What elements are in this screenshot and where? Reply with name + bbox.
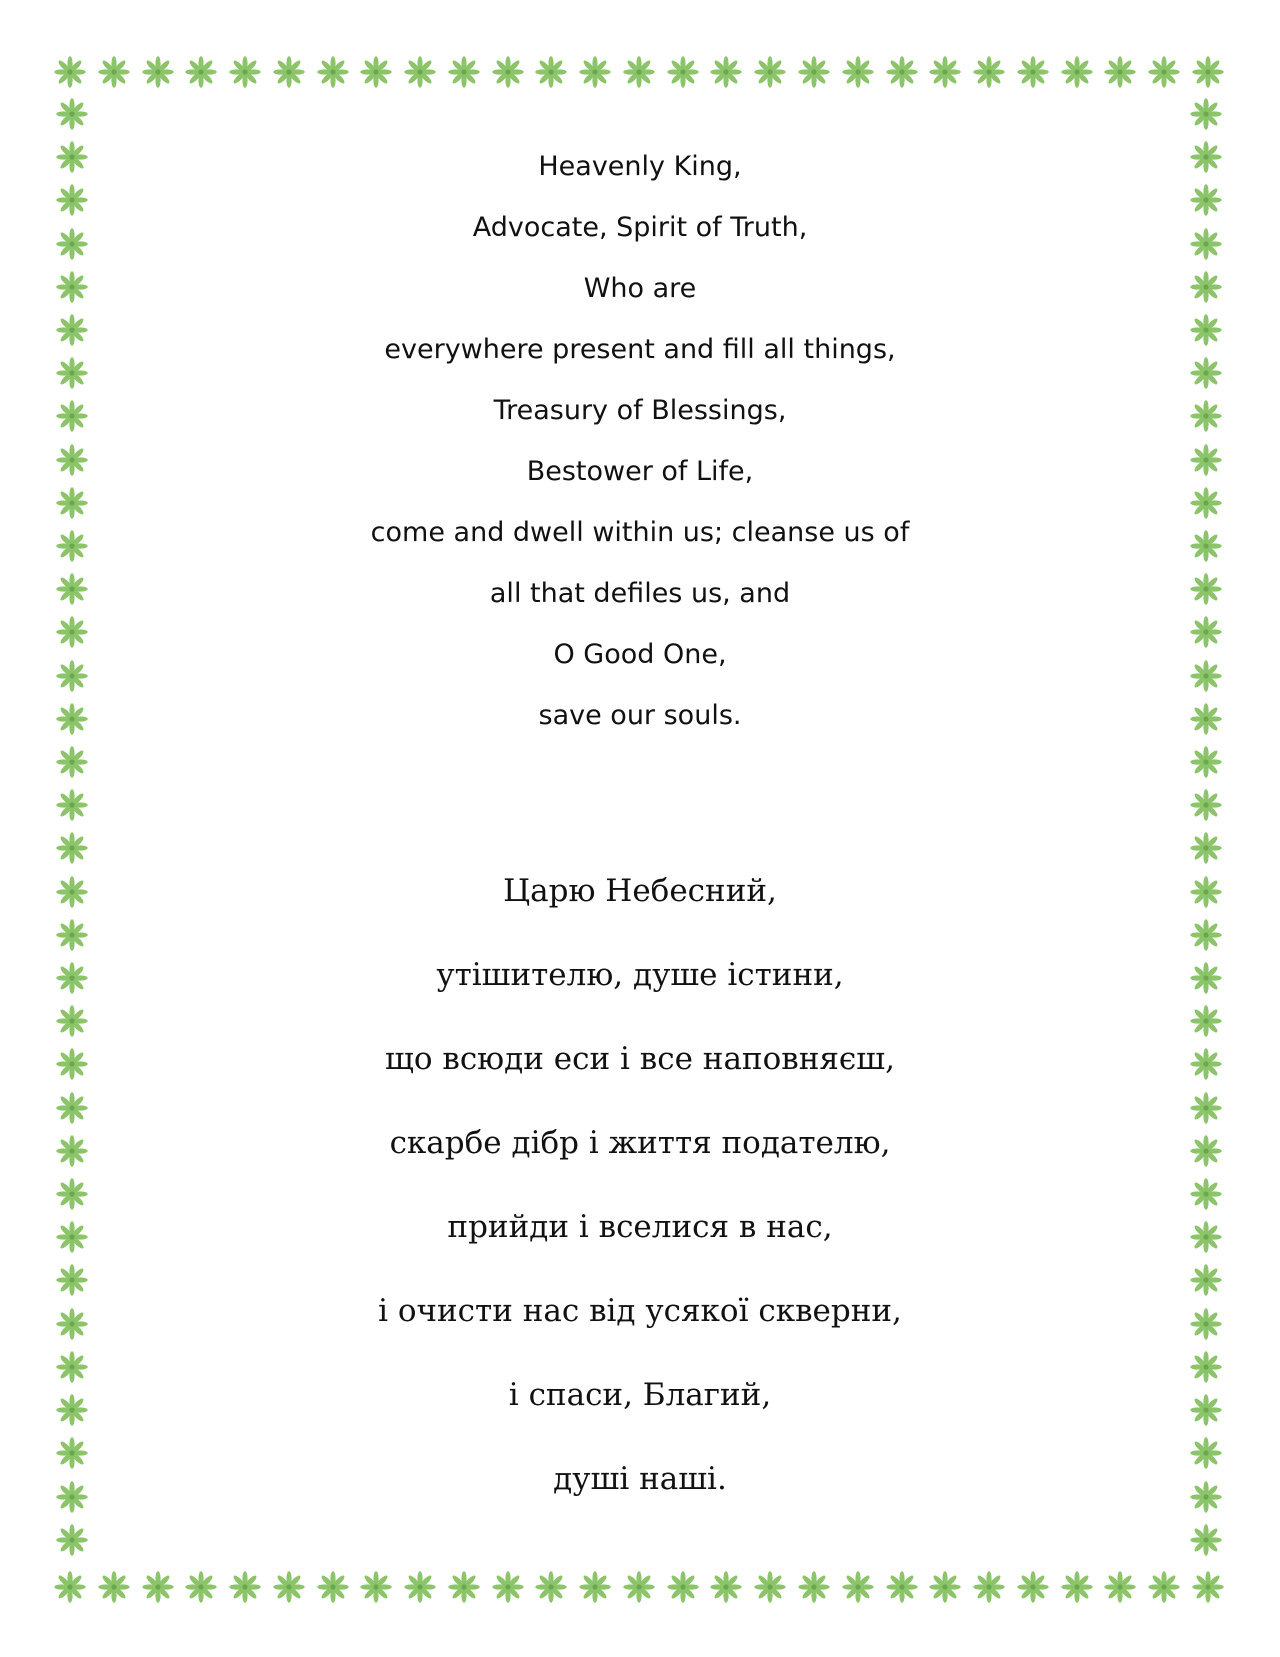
- green-flower-icon: [54, 96, 90, 132]
- decorative-border-bottom: [52, 1565, 1226, 1609]
- green-flower-icon: [796, 1569, 832, 1605]
- green-flower-icon: [1188, 398, 1224, 434]
- green-flower-icon: [54, 1046, 90, 1082]
- green-flower-icon: [1102, 1569, 1138, 1605]
- green-flower-icon: [54, 312, 90, 348]
- decorative-border-right: [1184, 96, 1228, 1558]
- green-flower-icon: [621, 54, 657, 90]
- green-flower-icon: [533, 54, 569, 90]
- green-flower-icon: [446, 1569, 482, 1605]
- prayer-line-en: O Good One,: [553, 639, 727, 670]
- green-flower-icon: [1188, 571, 1224, 607]
- prayer-line-uk: прийди і вселися в нас,: [447, 1209, 833, 1245]
- green-flower-icon: [1188, 485, 1224, 521]
- green-flower-icon: [54, 614, 90, 650]
- green-flower-icon: [54, 701, 90, 737]
- green-flower-icon: [490, 1569, 526, 1605]
- green-flower-icon: [1188, 830, 1224, 866]
- green-flower-icon: [54, 830, 90, 866]
- green-flower-icon: [1188, 1176, 1224, 1212]
- green-flower-icon: [1188, 182, 1224, 218]
- green-flower-icon: [54, 1479, 90, 1515]
- green-flower-icon: [1188, 312, 1224, 348]
- green-flower-icon: [358, 54, 394, 90]
- green-flower-icon: [54, 1219, 90, 1255]
- green-flower-icon: [752, 54, 788, 90]
- green-flower-icon: [52, 1569, 88, 1605]
- prayer-line-en: come and dwell within us; cleanse us of: [370, 517, 910, 548]
- decorative-border-top: [52, 50, 1226, 94]
- prayer-line-uk: Царю Небесний,: [503, 873, 777, 909]
- green-flower-icon: [54, 226, 90, 262]
- green-flower-icon: [1188, 1349, 1224, 1385]
- green-flower-icon: [1015, 1569, 1051, 1605]
- green-flower-icon: [271, 54, 307, 90]
- green-flower-icon: [54, 1435, 90, 1471]
- green-flower-icon: [54, 182, 90, 218]
- prayer-english: [300, 148, 980, 758]
- green-flower-icon: [54, 787, 90, 823]
- green-flower-icon: [971, 1569, 1007, 1605]
- green-flower-icon: [54, 1522, 90, 1558]
- green-flower-icon: [402, 54, 438, 90]
- green-flower-icon: [708, 54, 744, 90]
- green-flower-icon: [140, 54, 176, 90]
- green-flower-icon: [1059, 54, 1095, 90]
- prayer-line-en: Treasury of Blessings,: [493, 395, 787, 426]
- green-flower-icon: [1188, 1435, 1224, 1471]
- prayer-line-uk: утішителю, душе істини,: [436, 957, 844, 993]
- green-flower-icon: [533, 1569, 569, 1605]
- green-flower-icon: [1188, 355, 1224, 391]
- green-flower-icon: [1102, 54, 1138, 90]
- green-flower-icon: [54, 874, 90, 910]
- green-flower-icon: [1188, 1479, 1224, 1515]
- green-flower-icon: [54, 1133, 90, 1169]
- green-flower-icon: [1146, 1569, 1182, 1605]
- prayer-line-en: Advocate, Spirit of Truth,: [472, 212, 808, 243]
- green-flower-icon: [54, 917, 90, 953]
- prayer-line-uk: що всюди еси і все наповняєш,: [385, 1041, 895, 1077]
- green-flower-icon: [183, 1569, 219, 1605]
- green-flower-icon: [54, 1090, 90, 1126]
- green-flower-icon: [621, 1569, 657, 1605]
- green-flower-icon: [884, 54, 920, 90]
- green-flower-icon: [227, 54, 263, 90]
- green-flower-icon: [1188, 1090, 1224, 1126]
- green-flower-icon: [1188, 787, 1224, 823]
- green-flower-icon: [54, 528, 90, 564]
- green-flower-icon: [446, 54, 482, 90]
- green-flower-icon: [1188, 874, 1224, 910]
- green-flower-icon: [54, 485, 90, 521]
- green-flower-icon: [1188, 226, 1224, 262]
- green-flower-icon: [52, 54, 88, 90]
- green-flower-icon: [884, 1569, 920, 1605]
- green-flower-icon: [271, 1569, 307, 1605]
- green-flower-icon: [315, 1569, 351, 1605]
- green-flower-icon: [752, 1569, 788, 1605]
- decorative-border-left: [50, 96, 94, 1558]
- green-flower-icon: [1059, 1569, 1095, 1605]
- prayer-line-en: Heavenly King,: [538, 151, 742, 182]
- green-flower-icon: [1188, 269, 1224, 305]
- green-flower-icon: [1188, 1219, 1224, 1255]
- green-flower-icon: [54, 658, 90, 694]
- green-flower-icon: [54, 139, 90, 175]
- green-flower-icon: [315, 54, 351, 90]
- prayer-line-uk: душі наші.: [553, 1461, 727, 1497]
- green-flower-icon: [96, 1569, 132, 1605]
- prayer-line-en: Who are: [583, 273, 697, 304]
- green-flower-icon: [665, 1569, 701, 1605]
- green-flower-icon: [54, 1306, 90, 1342]
- green-flower-icon: [708, 1569, 744, 1605]
- green-flower-icon: [1188, 658, 1224, 694]
- green-flower-icon: [840, 1569, 876, 1605]
- green-flower-icon: [402, 1569, 438, 1605]
- prayer-line-en: save our souls.: [538, 700, 742, 731]
- green-flower-icon: [54, 355, 90, 391]
- green-flower-icon: [1190, 1569, 1226, 1605]
- prayer-line-uk: і очисти нас від усякої скверни,: [378, 1293, 902, 1329]
- green-flower-icon: [54, 744, 90, 780]
- green-flower-icon: [54, 269, 90, 305]
- green-flower-icon: [1188, 139, 1224, 175]
- green-flower-icon: [54, 1262, 90, 1298]
- green-flower-icon: [1188, 1262, 1224, 1298]
- green-flower-icon: [54, 1176, 90, 1212]
- prayer-line-en: all that defiles us, and: [489, 578, 791, 609]
- green-flower-icon: [1188, 701, 1224, 737]
- green-flower-icon: [1188, 1392, 1224, 1428]
- green-flower-icon: [1188, 917, 1224, 953]
- green-flower-icon: [1188, 442, 1224, 478]
- green-flower-icon: [1188, 614, 1224, 650]
- green-flower-icon: [490, 54, 526, 90]
- green-flower-icon: [54, 1392, 90, 1428]
- prayer-line-uk: скарбе дібр і життя подателю,: [389, 1125, 891, 1161]
- green-flower-icon: [140, 1569, 176, 1605]
- green-flower-icon: [971, 54, 1007, 90]
- green-flower-icon: [796, 54, 832, 90]
- green-flower-icon: [927, 1569, 963, 1605]
- green-flower-icon: [96, 54, 132, 90]
- green-flower-icon: [1188, 744, 1224, 780]
- green-flower-icon: [1188, 1003, 1224, 1039]
- green-flower-icon: [1146, 54, 1182, 90]
- prayer-line-en: everywhere present and fill all things,: [384, 334, 896, 365]
- green-flower-icon: [1190, 54, 1226, 90]
- green-flower-icon: [1188, 1522, 1224, 1558]
- green-flower-icon: [358, 1569, 394, 1605]
- green-flower-icon: [54, 398, 90, 434]
- green-flower-icon: [665, 54, 701, 90]
- prayer-line-en: Bestower of Life,: [526, 456, 754, 487]
- green-flower-icon: [840, 54, 876, 90]
- prayer-line-uk: і спаси, Благий,: [508, 1377, 772, 1413]
- prayer-ukrainian: [300, 869, 980, 1541]
- green-flower-icon: [54, 442, 90, 478]
- green-flower-icon: [1188, 96, 1224, 132]
- green-flower-icon: [183, 54, 219, 90]
- green-flower-icon: [577, 1569, 613, 1605]
- green-flower-icon: [1188, 960, 1224, 996]
- green-flower-icon: [54, 1349, 90, 1385]
- green-flower-icon: [54, 960, 90, 996]
- green-flower-icon: [1188, 1133, 1224, 1169]
- green-flower-icon: [1188, 1046, 1224, 1082]
- green-flower-icon: [54, 1003, 90, 1039]
- green-flower-icon: [1188, 528, 1224, 564]
- green-flower-icon: [1015, 54, 1051, 90]
- green-flower-icon: [577, 54, 613, 90]
- green-flower-icon: [927, 54, 963, 90]
- green-flower-icon: [54, 571, 90, 607]
- green-flower-icon: [227, 1569, 263, 1605]
- green-flower-icon: [1188, 1306, 1224, 1342]
